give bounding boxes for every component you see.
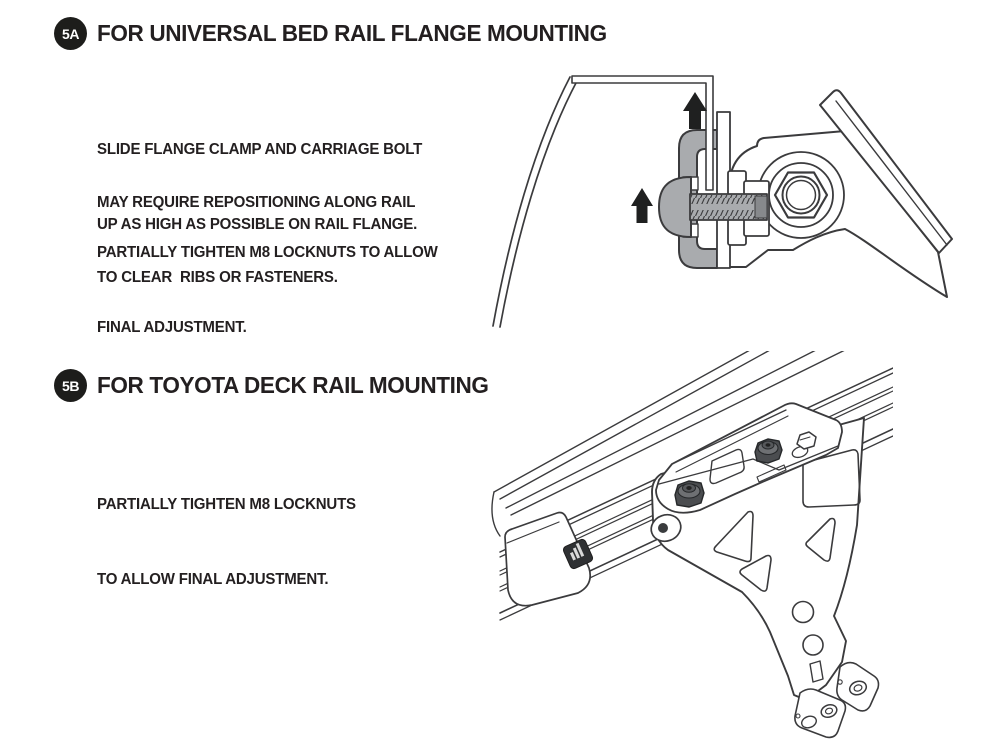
instruction-line: FINAL ADJUSTMENT. <box>97 319 247 336</box>
bed-wall-curve <box>493 77 577 327</box>
bolt-threads <box>691 195 765 204</box>
up-arrow-icon <box>683 92 707 129</box>
instruction-line: PARTIALLY TIGHTEN M8 LOCKNUTS <box>97 496 356 513</box>
step-badge-5b: 5B <box>54 369 87 402</box>
m8-locknut <box>755 439 782 463</box>
hex-locknut <box>758 152 844 238</box>
instruction-paragraph <box>97 190 438 365</box>
bolt-tip <box>755 196 767 218</box>
instruction-paragraph <box>97 442 356 617</box>
instruction-line: TO ALLOW FINAL ADJUSTMENT. <box>97 571 329 588</box>
section-title-5b: FOR TOYOTA DECK RAIL MOUNTING <box>97 372 489 398</box>
m8-locknut <box>675 481 704 507</box>
carriage-bolt-head <box>659 177 691 237</box>
up-arrow-icon <box>631 188 653 223</box>
bolt-threads <box>691 210 765 219</box>
section-title-5a: FOR UNIVERSAL BED RAIL FLANGE MOUNTING <box>97 20 607 46</box>
figure-5b-toyota-deck-rail-diagram <box>480 348 1000 750</box>
instruction-line: PARTIALLY TIGHTEN M8 LOCKNUTS TO ALLOW <box>97 244 438 261</box>
figure-5a-universal-bed-rail-flange-diagram <box>480 60 1000 352</box>
instruction-line: SLIDE FLANGE CLAMP AND CARRIAGE BOLT <box>97 141 423 158</box>
step-badge-5a: 5A <box>54 17 87 50</box>
instruction-line: TO CLEAR RIBS OR FASTENERS. <box>97 269 338 286</box>
instruction-line: MAY REQUIRE REPOSITIONING ALONG RAIL <box>97 194 416 211</box>
instruction-line: UP AS HIGH AS POSSIBLE ON RAIL FLANGE. <box>97 216 418 233</box>
